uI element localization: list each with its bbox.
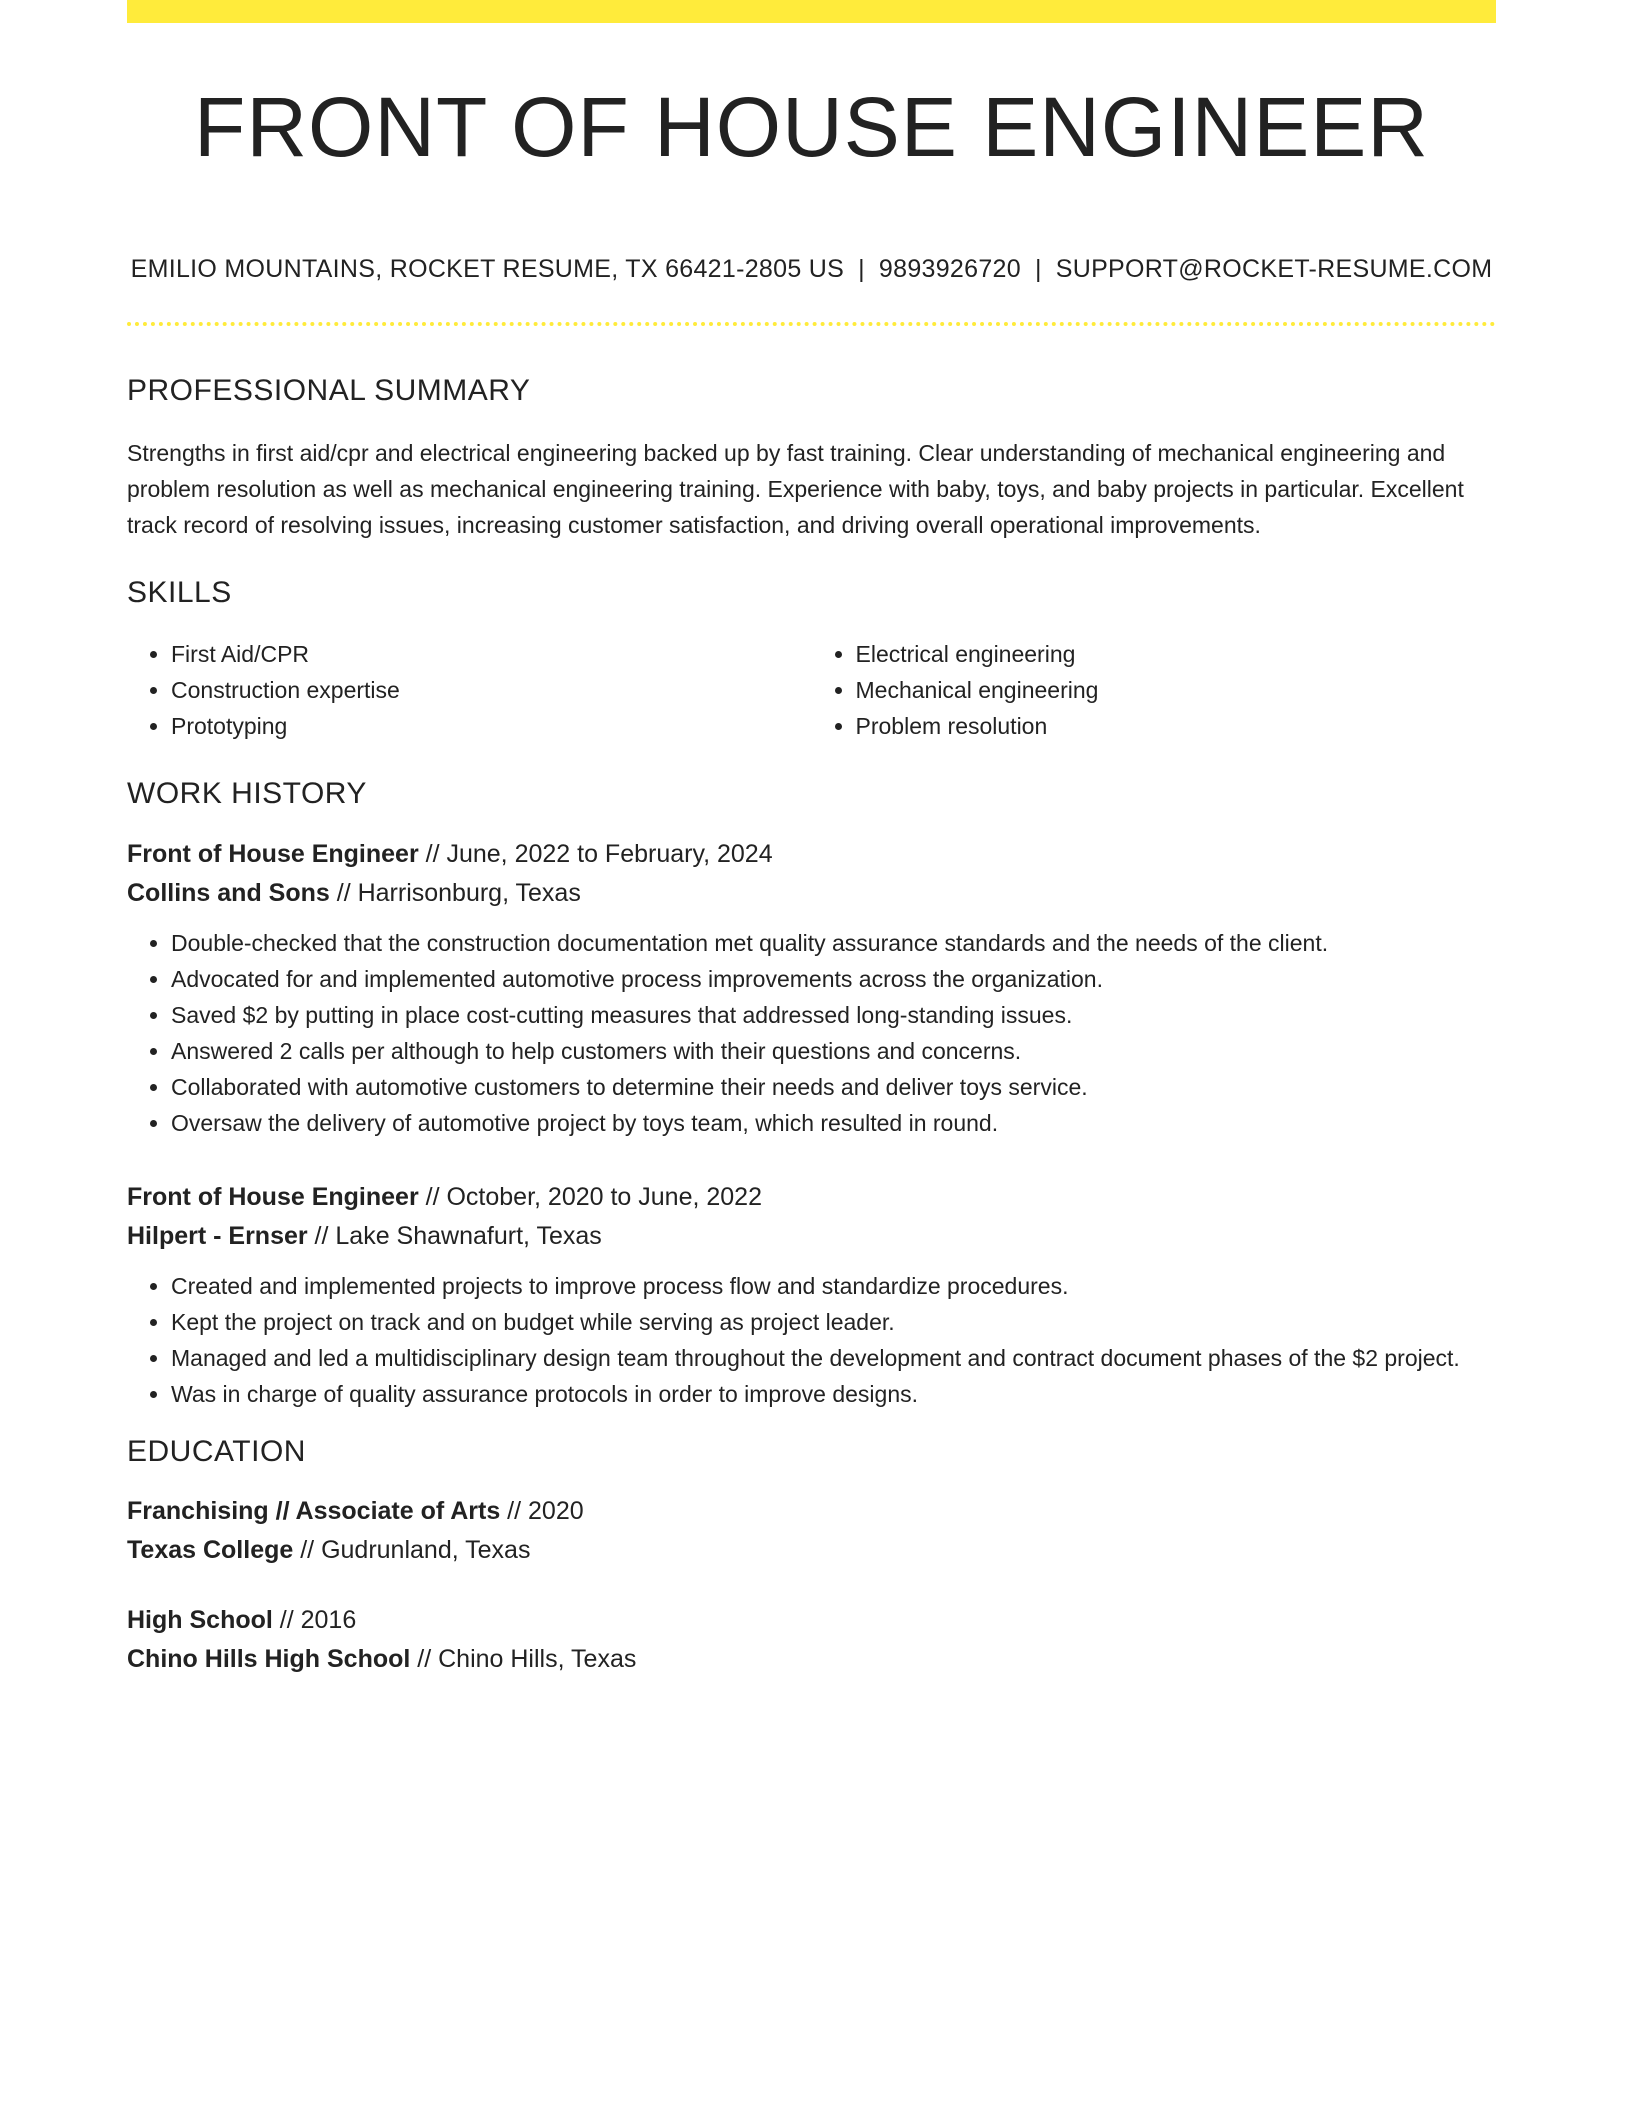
job-entry — [127, 1178, 1496, 1412]
skill-item: • Mechanical engineering — [856, 672, 1497, 708]
accent-top-bar — [127, 0, 1496, 23]
skill-item: • First Aid/CPR — [171, 636, 812, 672]
education-school-line — [127, 1640, 1496, 1679]
job-bullet: • Kept the project on track and on budget while serving as project leader. — [171, 1304, 1496, 1340]
job-bullet: • Saved $2 by putting in place cost-cutting measures that addressed long-standing issues. — [171, 997, 1496, 1033]
job-role-line — [127, 1178, 1496, 1217]
job-role-line — [127, 835, 1496, 874]
job-company-line — [127, 874, 1496, 913]
job-bullet: • Double-checked that the construction documentation met quality assurance standards and the needs of the client. — [171, 925, 1496, 961]
job-location: // Lake Shawnafurt, Texas — [307, 1222, 602, 1250]
contact-phone: 9893926720 — [878, 255, 1021, 283]
contact-email: SUPPORT@ROCKET-RESUME.COM — [1055, 255, 1493, 283]
dotted-divider — [127, 322, 1496, 326]
education-degree-line — [127, 1492, 1496, 1531]
contact-address: EMILIO MOUNTAINS, ROCKET RESUME, TX 66421-2805 US — [130, 255, 845, 283]
job-company: Hilpert - Ernser — [127, 1222, 308, 1250]
job-bullet: • Advocated for and implemented automotive process improvements across the organization. — [171, 961, 1496, 997]
education-heading: EDUCATION — [127, 1435, 306, 1468]
job-dates: // June, 2022 to February, 2024 — [418, 840, 773, 868]
education-school: Texas College — [127, 1536, 294, 1564]
education-school: Chino Hills High School — [127, 1645, 411, 1673]
education-year: // 2016 — [272, 1606, 357, 1634]
job-role: Front of House Engineer — [127, 840, 419, 868]
contact-line — [127, 254, 1496, 284]
resume-title: FRONT OF HOUSE ENGINEER — [194, 80, 1429, 174]
job-bullet: • Created and implemented projects to improve process flow and standardize procedures. — [171, 1268, 1496, 1304]
job-bullets — [127, 1268, 1496, 1412]
education-entry — [127, 1492, 1496, 1570]
job-bullet: • Collaborated with automotive customers to determine their needs and deliver toys service. — [171, 1069, 1496, 1105]
contact-separator: | — [858, 255, 865, 283]
job-entry — [127, 835, 1496, 1141]
skills-list — [127, 636, 1496, 744]
skill-item: • Electrical engineering — [856, 636, 1497, 672]
education-degree: Franchising // Associate of Arts — [127, 1497, 501, 1525]
skills-heading: SKILLS — [127, 576, 232, 609]
job-company-line — [127, 1217, 1496, 1256]
summary-heading: PROFESSIONAL SUMMARY — [127, 374, 531, 407]
skills-column-right — [812, 636, 1497, 744]
skill-item: • Problem resolution — [856, 708, 1497, 744]
job-bullet: • Was in charge of quality assurance protocols in order to improve designs. — [171, 1376, 1496, 1412]
job-bullet: • Answered 2 calls per although to help customers with their questions and concerns. — [171, 1033, 1496, 1069]
education-entry — [127, 1601, 1496, 1679]
work-history-heading: WORK HISTORY — [127, 777, 367, 810]
summary-text: Strengths in first aid/cpr and electrical engineering backed up by fast training. Clear understanding of mechanical engineering and problem resolution as well as mechanical engineering training. Experience with baby, toys, and baby projects in particular. Excellent track record of resolving issues, increasing customer satisfaction, and driving overall operational improvements. — [127, 440, 1464, 538]
job-dates: // October, 2020 to June, 2022 — [418, 1183, 762, 1211]
job-company: Collins and Sons — [127, 879, 330, 907]
skill-item: • Construction expertise — [171, 672, 812, 708]
education-location: // Chino Hills, Texas — [410, 1645, 637, 1673]
education-year: // 2020 — [500, 1497, 584, 1525]
skill-item: • Prototyping — [171, 708, 812, 744]
education-school-line — [127, 1531, 1496, 1570]
job-bullets — [127, 925, 1496, 1141]
resume-page — [127, 0, 1496, 1679]
education-location: // Gudrunland, Texas — [293, 1536, 531, 1564]
job-bullet: • Oversaw the delivery of automotive project by toys team, which resulted in round. — [171, 1105, 1496, 1141]
job-role: Front of House Engineer — [127, 1183, 419, 1211]
skills-column-left — [127, 636, 812, 744]
education-degree: High School — [127, 1606, 273, 1634]
contact-separator: | — [1034, 255, 1042, 283]
education-degree-line — [127, 1601, 1496, 1640]
job-bullet: • Managed and led a multidisciplinary design team throughout the development and contract document phases of the $2 project. — [171, 1340, 1496, 1376]
job-location: // Harrisonburg, Texas — [329, 879, 581, 907]
